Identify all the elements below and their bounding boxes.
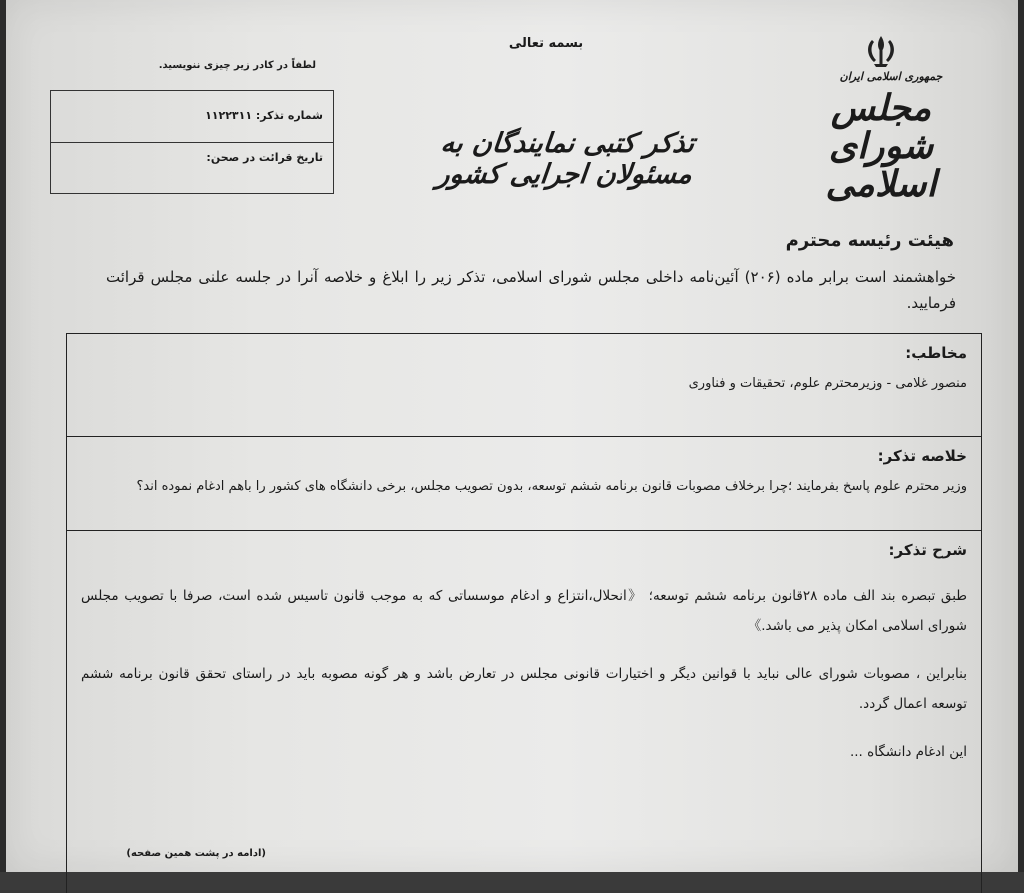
summary-section: [67, 436, 981, 530]
addressee-section: [67, 334, 981, 436]
summary-text: وزیر محترم علوم پاسخ بفرمایند ؛چرا برخلاف مصوبات قانون برنامه ششم توسعه، بدون تصویب مجلس، برخی دانشگاه های کشور را باهم ادغام نموده اند؟: [136, 479, 967, 494]
reminder-number: شماره تذکر: ۱۱۲۲۳۱۱: [205, 109, 323, 122]
addressee-label: مخاطب:: [905, 344, 967, 362]
intro-paragraph: خواهشمند است برابر ماده (۲۰۶) آئین‌نامه داخلی مجلس شورای اسلامی، تذکر زیر را ابلاغ و خلاصه آنرا در جلسه علنی مجلس قرائت فرمایید.: [106, 268, 957, 312]
addressee-heading: هیئت رئیسه محترم: [785, 230, 954, 251]
office-use-box: [50, 90, 334, 194]
document-title: تذکر کتبی نمایندگان به مسئولان اجرایی کشور: [435, 128, 696, 190]
logo-text: مجلس شورای اسلامی: [825, 87, 937, 205]
details-paragraph-2: بنابراین ، مصوبات شورای عالی نباید با قوانین دیگر و اختیارات قانونی مجلس در تعارض باشد و هر گونه مصوبه باید در راستای تحقق قانون برنامه ششم توسعه اعمال گردد.: [81, 666, 967, 712]
details-text: [81, 581, 967, 767]
reading-date: تاریخ قرائت در صحن:: [51, 142, 333, 193]
do-not-write-note: لطفاً در کادر زیر چیزی ننویسید.: [158, 60, 316, 71]
iran-emblem-icon: [862, 34, 900, 68]
details-section: [67, 530, 981, 893]
summary-label: خلاصه تذکر:: [877, 447, 967, 465]
details-paragraph-3: این ادغام دانشگاه ...: [849, 744, 967, 760]
continue-note: (ادامه در پشت همین صفحه): [126, 848, 266, 859]
details-paragraph-1: طبق تبصره بند الف ماده ۲۸قانون برنامه ششم توسعه؛ 《انحلال،انتزاع و ادغام موسساتی که به موجب قانون تاسیس شده است، صرفا با تصویب مجلس شورای اسلامی امکان پذیر می باشد.》: [81, 588, 968, 634]
details-label: شرح تذکر:: [888, 541, 967, 559]
photo-edge-right: [1018, 0, 1024, 872]
reminder-form: [66, 333, 982, 893]
basmala: بسمه تعالی: [508, 36, 584, 51]
addressee-text: منصور غلامی - وزیرمحترم علوم، تحقیقات و فناوری: [688, 376, 967, 391]
document-page: [6, 0, 1018, 872]
logo-subtitle: جمهوری اسلامی ایران: [839, 70, 943, 83]
parliament-logo: [806, 34, 956, 205]
